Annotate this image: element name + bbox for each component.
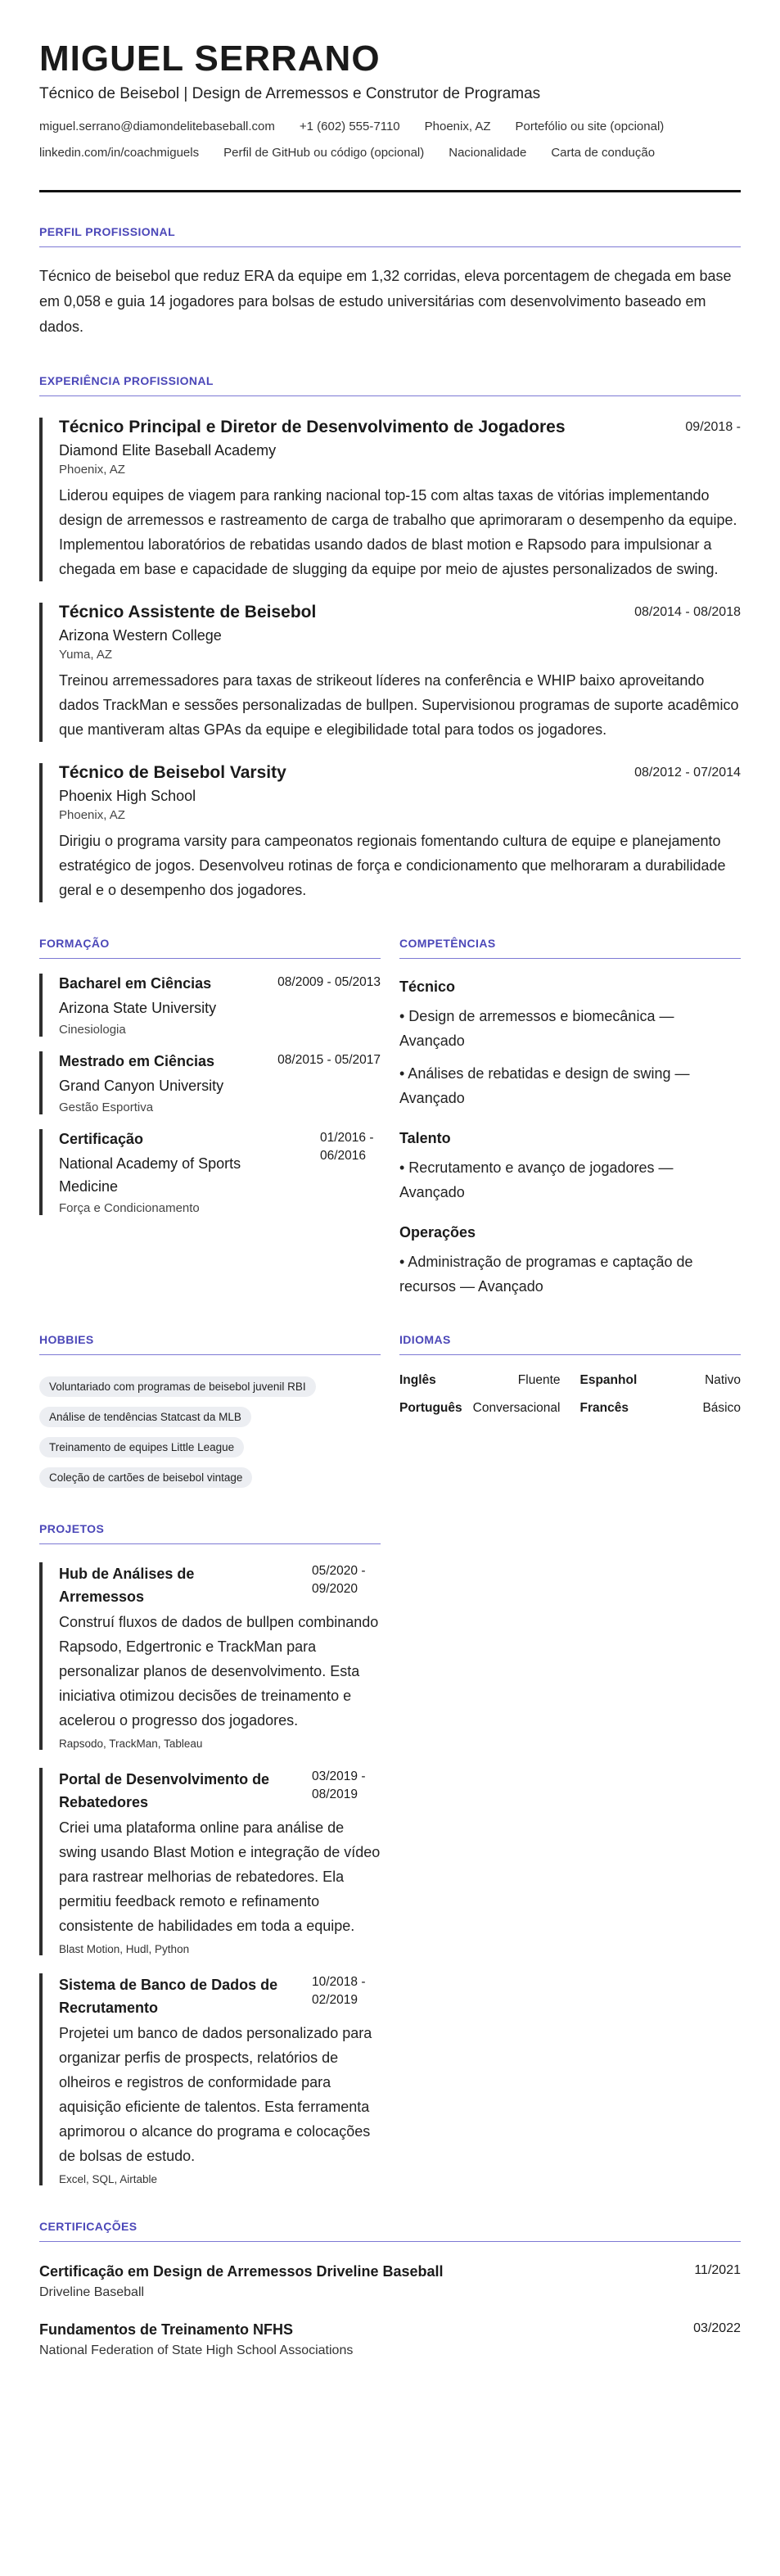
education-date: 08/2009 - 05/2013 [277,975,381,990]
contact-github[interactable]: Perfil de GitHub ou código (opcional) [223,146,425,160]
summary-title: PERFIL PROFISSIONAL [39,225,741,247]
contact-portfolio[interactable]: Portefólio ou site (opcional) [515,120,665,134]
project-technologies: Rapsodo, TrackMan, Tableau [59,1738,203,1751]
hobbies-languages-row [39,1299,741,1488]
project-date: 03/2019 - 08/2019 [312,1769,366,1802]
job-date: 08/2014 - 08/2018 [634,605,741,620]
language-name: Português [399,1401,462,1416]
hobby-tag: Voluntariado com programas de beisebol juvenil RBI [39,1376,316,1397]
hobby-tag: Treinamento de equipes Little League [39,1437,244,1457]
project-description: Projetei um banco de dados personalizado para organizar perfis de prospects, relatórios de olheiros e registros de conformidade para aquisição eficiente de talentos. Esta ferramenta aprimorou o alcance do programa e colocações de bolsas de estudo. [59,2025,372,2165]
project-title: Portal de Desenvolvimento de Rebatedores [59,1771,270,1811]
skill-group-name: Talento [399,1130,451,1147]
education-degree: Mestrado em Ciências [59,1053,215,1070]
job-organization: Arizona Western College [59,627,222,644]
language-entry [399,1399,561,1417]
skill-item: • Análises de rebatidas e design de swing — Avançado [399,1065,690,1107]
job-date: 09/2018 - [685,420,741,435]
summary-text: Técnico de beisebol que reduz ERA da equipe em 1,32 corridas, eleva porcentagem de chegada em base em 0,058 e guia 14 jogadores para bolsas de estudo universitárias com desenvolvimento baseado em dados. [39,268,732,336]
project-technologies: Blast Motion, Hudl, Python [59,1943,190,1956]
education-school: National Academy of Sports Medicine [59,1155,241,1195]
language-entry [580,1372,742,1390]
project-entry [39,1562,381,1750]
projects-section [39,1522,381,2185]
resume-header [39,39,741,192]
projects-title: PROJETOS [39,1522,381,1544]
candidate-headline: Técnico de Beisebol | Design de Arremessos e Construtor de Programas [39,85,541,103]
education-entry [39,1051,381,1114]
job-description: Liderou equipes de viagem para ranking nacional top-15 com altas taxas de vitórias implementando design de arremessos e rastreamento de carga de trabalho que aprimoraram o desempenho da equipe. Implementou laboratórios de rebatidas usando dados de blast motion e Rapsodo para impulsionar a chegada em base e capacidade de slugging da equipe por meio de ajustes personalizados de swing. [59,487,737,578]
experience-section [39,374,741,902]
hobby-tag: Análise de tendências Statcast da MLB [39,1407,251,1427]
job-organization: Diamond Elite Baseball Academy [59,442,277,459]
header-divider [39,190,741,192]
certification-date: 03/2022 [693,2321,741,2336]
job-description: Treinou arremessadores para taxas de strikeout líderes na conferência e WHIP baixo aproveitando dados TrackMan e sessões personalizadas de bullpen. Supervisionou programas de suporte acadêmico que mantiveram altas GPAs da equipe e elegibilidade total para todos os jogadores. [59,672,739,739]
job-entry [39,603,741,742]
certifications-section [39,2220,741,2358]
contact-list [39,120,741,172]
job-description: Dirigiu o programa varsity para campeonatos regionais fomentando cultura de equipe e planejamento estratégico de jogos. Desenvolveu rotinas de força e condicionamento que melhoraram a durabilidade geral e o desempenho dos jogadores. [59,833,726,899]
language-level: Básico [702,1401,741,1416]
certification-name: Certificação em Design de Arremessos Driveline Baseball [39,2263,444,2280]
language-name: Inglês [399,1373,436,1388]
summary-section [39,225,741,340]
project-description: Construí fluxos de dados de bullpen combinando Rapsodo, Edgertronic e TrackMan para personalizar planos de desenvolvimento. Esta iniciativa otimizou decisões de treinamento e acelerou o progresso dos jogadores. [59,1614,379,1729]
education-field: Força e Condicionamento [59,1201,200,1216]
certification-entry [39,2321,741,2358]
education-degree: Certificação [59,1131,144,1148]
certification-name: Fundamentos de Treinamento NFHS [39,2321,294,2339]
education-title: FORMAÇÃO [39,937,381,959]
project-technologies: Excel, SQL, Airtable [59,2173,158,2186]
project-description: Criei uma plataforma online para análise de swing usando Blast Motion e integração de vídeo para rastrear melhorias de rebatedores. Ela permitiu feedback remoto e refinamento consistente de habilidades em toda a equipe. [59,1819,381,1935]
certification-issuer: Driveline Baseball [39,2285,145,2300]
job-title: Técnico de Beisebol Varsity [59,763,286,783]
education-main [59,1129,288,1198]
language-list [399,1372,741,1427]
skill-item: • Administração de programas e captação de recursos — Avançado [399,1254,693,1295]
languages-section [399,1299,741,1488]
job-organization: Phoenix High School [59,788,196,805]
job-title: Técnico Principal e Diretor de Desenvolvimento de Jogadores [59,418,566,437]
contact-license: Carta de condução [551,146,656,160]
contact-email[interactable]: miguel.serrano@diamondelitebaseball.com [39,120,275,134]
education-section [39,902,381,1299]
skill-group-name: Técnico [399,978,456,996]
education-entry [39,974,381,1037]
job-title: Técnico Assistente de Beisebol [59,603,317,622]
project-title: Sistema de Banco de Dados de Recrutamento [59,1977,278,2017]
contact-phone[interactable]: +1 (602) 555-7110 [299,120,400,134]
hobbies-title: HOBBIES [39,1333,381,1355]
language-name: Espanhol [579,1373,638,1388]
contact-linkedin[interactable]: linkedin.com/in/coachmiguels [39,146,200,160]
language-level: Conversacional [472,1401,561,1416]
project-date: 05/2020 - 09/2020 [312,1564,366,1597]
job-location: Phoenix, AZ [59,463,125,477]
contact-nationality: Nacionalidade [449,146,527,160]
job-location: Yuma, AZ [59,648,113,662]
job-date: 08/2012 - 07/2014 [634,766,741,780]
language-level: Fluente [517,1373,561,1388]
certification-entry [39,2263,741,2300]
experience-title: EXPERIÊNCIA PROFISSIONAL [39,374,741,396]
language-entry [580,1399,742,1417]
job-entry [39,763,741,902]
skills-section [399,902,741,1299]
job-entry [39,418,741,581]
hobby-list [39,1367,381,1488]
languages-title: IDIOMAS [399,1333,741,1355]
education-field: Cinesiologia [59,1023,126,1037]
project-entry [39,1768,381,1955]
language-entry [399,1372,561,1390]
certification-date: 11/2021 [694,2263,741,2278]
certifications-title: CERTIFICAÇÕES [39,2220,741,2242]
project-entry [39,1973,381,2185]
skill-item: • Design de arremessos e biomecânica — Avançado [399,1008,674,1050]
project-date: 10/2018 - 02/2019 [312,1975,366,2008]
job-location: Phoenix, AZ [59,808,125,823]
language-name: Francês [579,1401,629,1416]
education-entry [39,1129,381,1215]
contact-location: Phoenix, AZ [424,120,491,134]
hobby-tag: Coleção de cartões de beisebol vintage [39,1467,252,1488]
education-date: 08/2015 - 05/2017 [277,1053,381,1068]
education-date: 01/2016 - 06/2016 [320,1131,374,1164]
education-school: Arizona State University [59,1000,217,1017]
skills-title: COMPETÊNCIAS [399,937,741,959]
education-school: Grand Canyon University [59,1078,224,1095]
education-degree: Bacharel em Ciências [59,975,212,992]
skill-group-name: Operações [399,1224,476,1241]
certification-issuer: National Federation of State High School Associations [39,2343,354,2358]
education-field: Gestão Esportiva [59,1100,154,1115]
skill-item: • Recrutamento e avanço de jogadores — Avançado [399,1159,674,1201]
education-skills-row [39,902,741,1299]
hobbies-section [39,1299,381,1488]
language-level: Nativo [705,1373,741,1388]
project-title: Hub de Análises de Arremessos [59,1566,195,1606]
candidate-name: MIGUEL SERRANO [39,38,381,79]
